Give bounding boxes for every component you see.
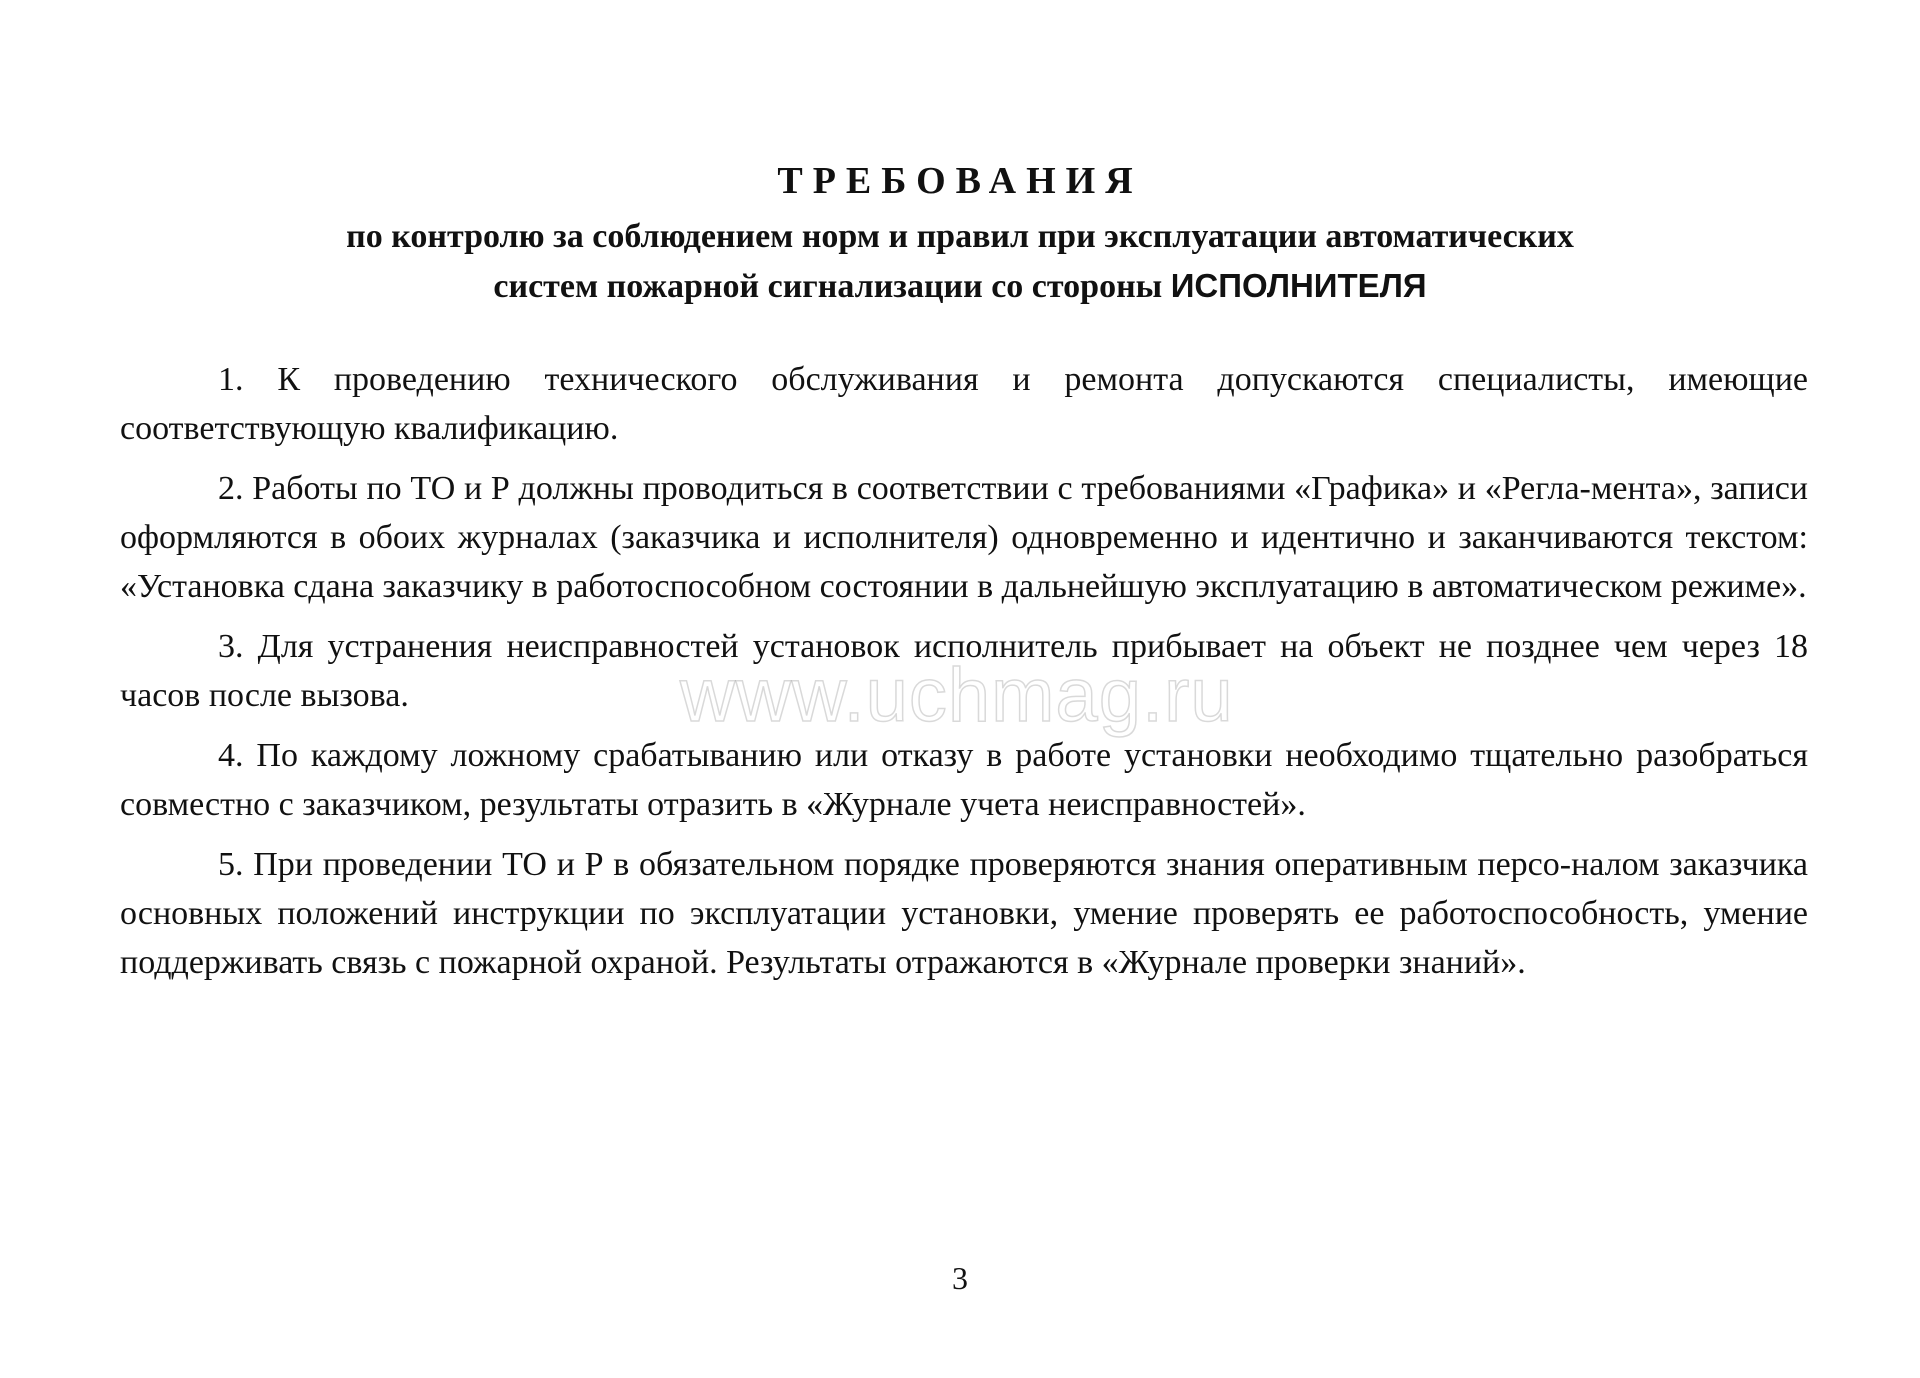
page-number: 3 bbox=[952, 1260, 968, 1296]
document-title: ТРЕБОВАНИЯ bbox=[777, 160, 1143, 202]
subtitle-line-1: по контролю за соблюдением норм и правил при эксплуатации автоматических bbox=[346, 218, 1574, 255]
subtitle-line-2 bbox=[0, 261, 1920, 311]
requirement-paragraph-1: 1. К проведению технического обслуживания и ремонта допускаются специалисты, имеющие соответствующую квалификацию. bbox=[120, 361, 1808, 447]
subtitle-line-2-text: систем пожарной сигнализации со стороны bbox=[493, 268, 1171, 305]
subtitle-emphasis: ИСПОЛНИТЕЛЯ bbox=[1170, 267, 1427, 304]
requirement-paragraph-3: 3. Для устранения неисправностей установок исполнитель прибывает на объект не позднее чем через 18 часов после вызова. bbox=[120, 628, 1808, 714]
requirements-list bbox=[120, 355, 1808, 998]
document-subtitle bbox=[0, 212, 1920, 311]
requirement-paragraph-2: 2. Работы по ТО и Р должны проводиться в соответствии с требованиями «Графика» и «Регла-мента», записи оформляются в обоих журналах (заказчика и исполнителя) одновременно и идентично и заканчиваются текстом: «Установка сдана заказчику в работоспособном состоянии в дальнейшую эксплуатацию в автоматическом режиме». bbox=[120, 470, 1808, 605]
watermark: www.uchmag.ru bbox=[680, 653, 1234, 738]
requirement-paragraph-4: 4. По каждому ложному срабатыванию или отказу в работе установки необходимо тщательно разобраться совместно с заказчиком, результаты отразить в «Журнале учета неисправностей». bbox=[120, 737, 1808, 823]
requirement-paragraph-5: 5. При проведении ТО и Р в обязательном порядке проверяются знания оперативным персо-налом заказчика основных положений инструкции по эксплуатации установки, умение проверять ее работоспособность, умение поддерживать связь с пожарной охраной. Результаты отражаются в «Журнале проверки знаний». bbox=[120, 846, 1808, 981]
